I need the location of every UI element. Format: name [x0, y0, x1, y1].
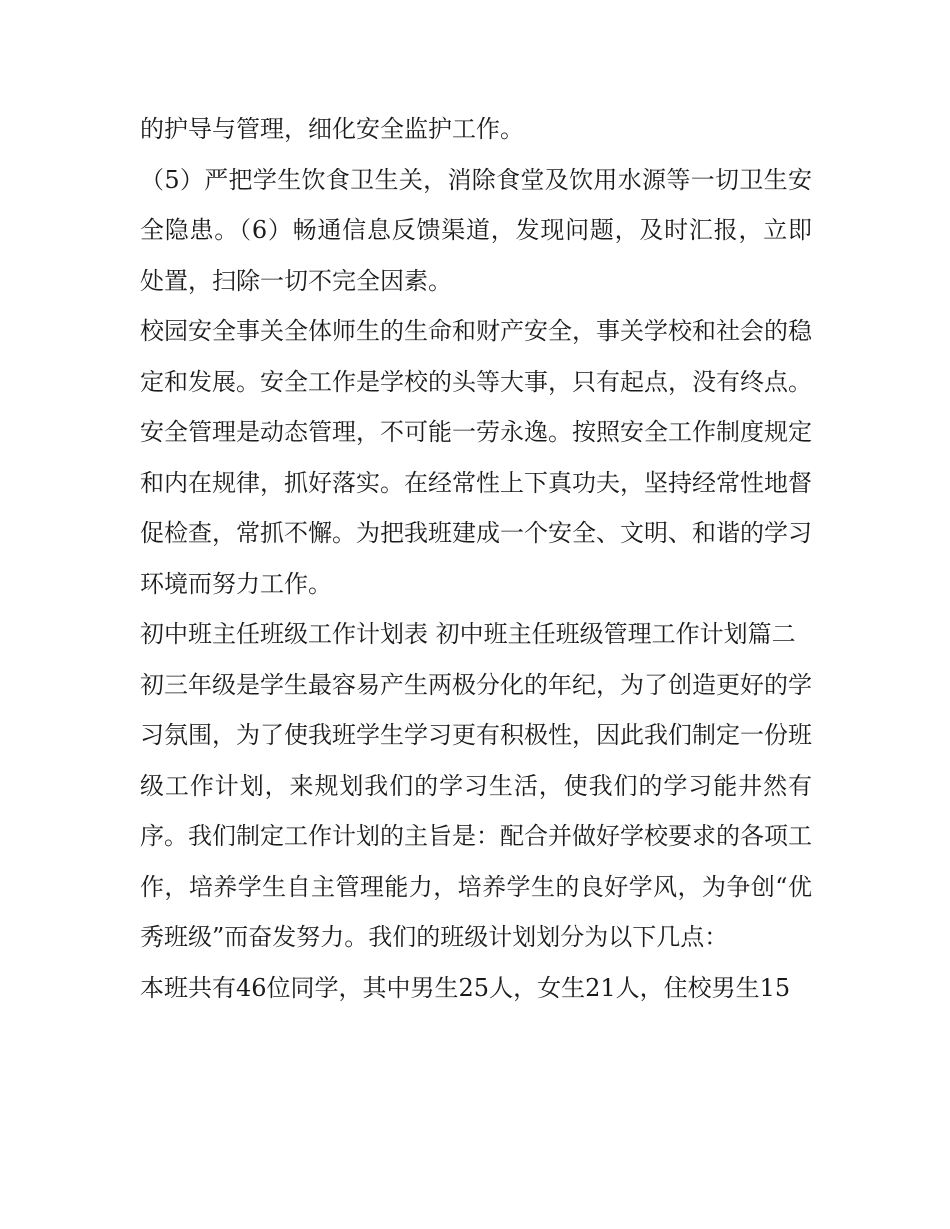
- paragraph-grade-plan: 初三年级是学生最容易产生两极分化的年纪，为了创造更好的学习氛围，为了使我班学生学习更有积极性，因此我们制定一份班级工作计划，来规划我们的学习生活，使我们的学习能井然有序。我们制定工作计划的主旨是：配合并做好学校要求的各项工作，培养学生自主管理能力，培养学生的良好学风，为争创“优秀班级”而奋发努力。我们的班级计划划分为以下几点：: [140, 670, 812, 951]
- section-heading: 初中班主任班级工作计划表 初中班主任班级管理工作计划篇二: [140, 620, 796, 648]
- paragraph-safety-items: （5）严把学生饮食卫生关，消除食堂及饮用水源等一切卫生安全隐患。（6）畅通信息反馈渠道，发现问题，及时汇报，立即处置，扫除一切不完全因素。: [140, 165, 812, 295]
- paragraph-continuation: 的护导与管理，细化安全监护工作。: [140, 115, 524, 143]
- paragraph-class-stats: 本班共有46位同学，其中男生25人，女生21人，住校男生15: [140, 973, 791, 1002]
- paragraph-campus-safety: 校园安全事关全体师生的生命和财产安全，事关学校和社会的稳定和发展。安全工作是学校的头等大事，只有起点，没有终点。安全管理是动态管理，不可能一劳永逸。按照安全工作制度规定和内在规律，抓好落实。在经常性上下真功夫，坚持经常性地督促检查，常抓不懈。为把我班建成一个安全、文明、和谐的学习环境而努力工作。: [140, 317, 812, 598]
- document-body: [140, 104, 812, 1013]
